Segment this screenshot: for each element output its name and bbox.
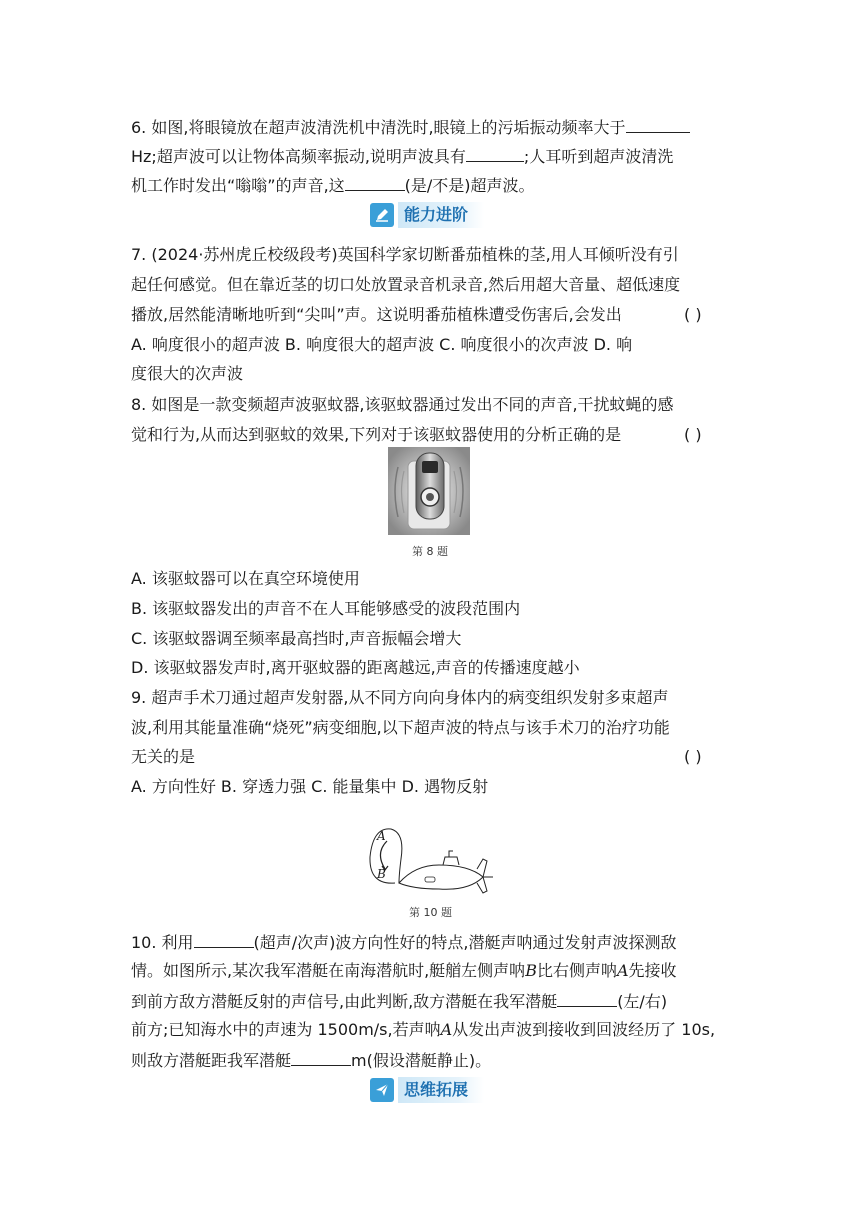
- q9-line-3: 无关的是: [131, 747, 196, 766]
- submarine-diagram: [365, 825, 495, 897]
- q10-line-2: 情。如图所示,某次我军潜艇在南海潜航时,艇艏左侧声呐B比右侧声呐A先接收: [131, 961, 677, 980]
- q8-line-1: 8. 如图是一款变频超声波驱蚊器,该驱蚊器通过发出不同的声音,干扰蚊蝇的感: [131, 395, 674, 414]
- q7-options: A. 响度很小的超声波 B. 响度很大的超声波 C. 响度很小的次声波 D. 响: [131, 335, 633, 354]
- paper-plane-icon: [370, 1078, 394, 1102]
- q10-blank-2[interactable]: [557, 988, 617, 1007]
- q10-line-3: 到前方敌方潜艇反射的声信号,由此判断,敌方潜艇在我军潜艇 (左/右): [131, 988, 667, 1014]
- q8-option-b: B. 该驱蚊器发出的声音不在人耳能够感受的波段范围内: [131, 599, 521, 618]
- q8-option-a: A. 该驱蚊器可以在真空环境使用: [131, 569, 360, 588]
- q7-line-2: 起任何感觉。但在靠近茎的切口处放置录音机录音,然后用超大音量、超低速度: [131, 275, 681, 294]
- q8-answer-paren[interactable]: ( ): [684, 425, 702, 444]
- q9-answer-paren[interactable]: ( ): [684, 747, 702, 766]
- q7-line-1: 7. (2024·苏州虎丘校级段考)英国科学家切断番茄植株的茎,用人耳倾听没有引: [131, 245, 679, 264]
- q6-blank-3[interactable]: [345, 172, 405, 191]
- section-header-ability: [370, 202, 484, 228]
- section-title: 思维拓展: [398, 1077, 484, 1103]
- q10-line-1: 10. 利用 (超声/次声)波方向性好的特点,潜艇声呐通过发射声波探测敌: [131, 929, 677, 955]
- sonar-label-a: A: [377, 829, 386, 843]
- q10-line-5: 则敌方潜艇距我军潜艇 m(假设潜艇静止)。: [131, 1047, 491, 1073]
- q7-answer-paren[interactable]: ( ): [684, 305, 702, 324]
- q8-option-d: D. 该驱蚊器发声时,离开驱蚊器的距离越远,声音的传播速度越小: [131, 658, 580, 677]
- section-title: 能力进阶: [398, 202, 484, 228]
- q7-line-3: 播放,居然能清晰地听到“尖叫”声。这说明番茄植株遭受伤害后,会发出: [131, 305, 622, 324]
- q10-blank-1[interactable]: [194, 929, 254, 948]
- sonar-label-b: B: [377, 867, 386, 881]
- q6-line-2: Hz;超声波可以让物体高频率振动,说明声波具有 ;人耳听到超声波清洗: [131, 143, 673, 169]
- figure-caption: 第 10 题: [409, 906, 452, 919]
- q6-line-1: 6. 如图,将眼镜放在超声波清洗机中清洗时,眼镜上的污垢振动频率大于: [131, 114, 690, 140]
- section-header-thinking: [370, 1077, 484, 1103]
- mosquito-repeller-image: [388, 447, 470, 535]
- q9-options: A. 方向性好 B. 穿透力强 C. 能量集中 D. 遇物反射: [131, 777, 489, 796]
- q6-blank-2[interactable]: [466, 143, 524, 162]
- q8-line-2: 觉和行为,从而达到驱蚊的效果,下列对于该驱蚊器使用的分析正确的是: [131, 425, 622, 444]
- q6-line-3: 机工作时发出“嗡嗡”的声音,这 (是/不是)超声波。: [131, 172, 535, 198]
- q10-line-4: 前方;已知海水中的声速为 1500m/s,若声呐A从发出声波到接收到回波经历了 10s,: [131, 1020, 716, 1039]
- figure-caption: 第 8 题: [412, 545, 448, 558]
- q9-line-1: 9. 超声手术刀通过超声发射器,从不同方向向身体内的病变组织发射多束超声: [131, 688, 669, 707]
- pencil-icon: [370, 203, 394, 227]
- q10-blank-3[interactable]: [291, 1047, 351, 1066]
- q7-options-cont: 度很大的次声波: [131, 364, 244, 383]
- q6-blank-1[interactable]: [626, 114, 690, 133]
- q9-line-2: 波,利用其能量准确“烧死”病变细胞,以下超声波的特点与该手术刀的治疗功能: [131, 718, 670, 737]
- q8-option-c: C. 该驱蚊器调至频率最高挡时,声音振幅会增大: [131, 629, 462, 648]
